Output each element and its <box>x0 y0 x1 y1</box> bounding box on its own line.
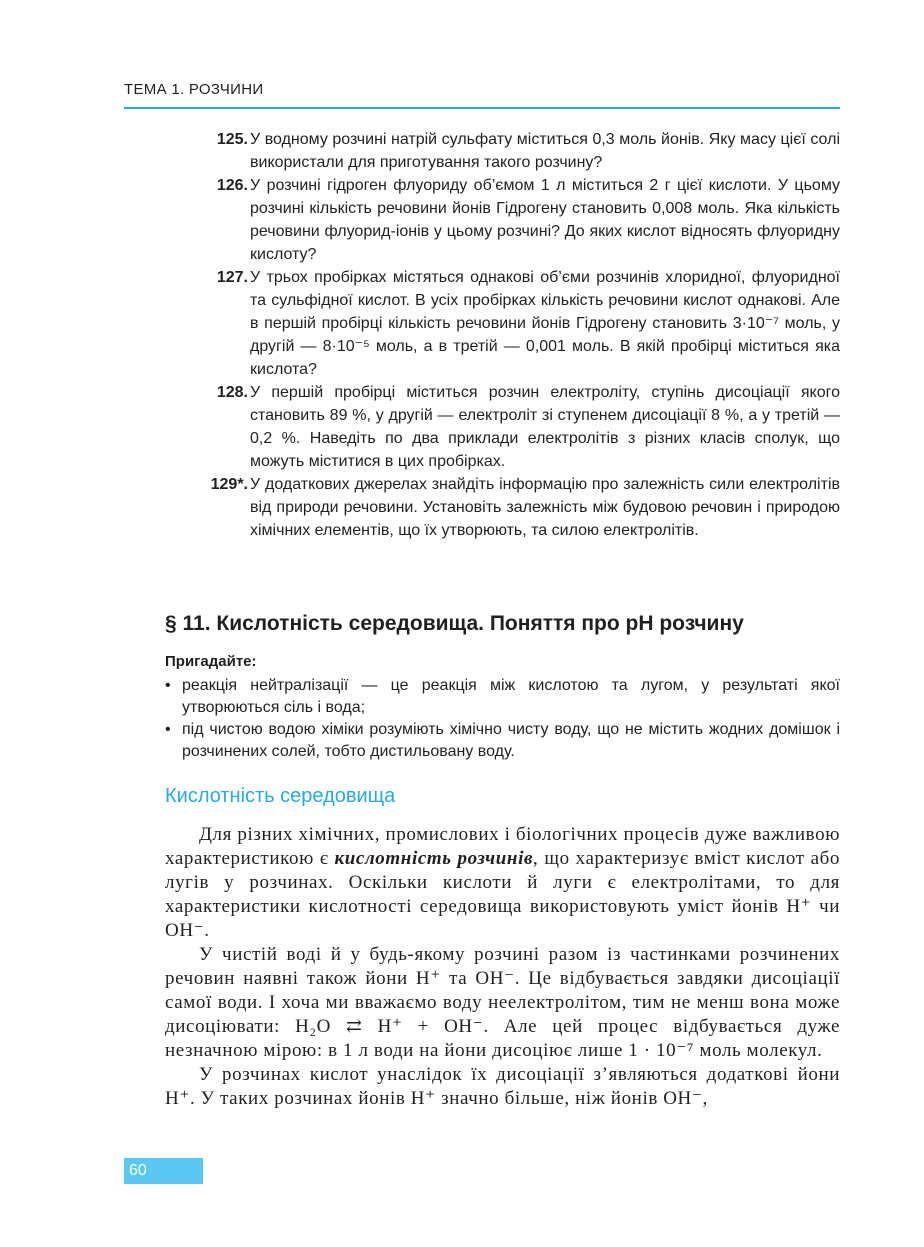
recall-item-text: під чистою водою хіміки розуміють хімічно чисту воду, що не містить жодних домішок і розчинених солей, тобто дистильовану воду. <box>182 721 840 760</box>
paragraph <box>165 823 840 943</box>
bullet-icon: • <box>165 721 171 738</box>
exercise-text: У додаткових джерелах знайдіть інформацію про залежність сили електролітів від природи речовини. Установіть залежність між будовою речовин і природою хімічних елементів, що їх утворюють, та силою електролітів. <box>250 476 840 539</box>
recall-item <box>165 719 840 763</box>
exercise-item <box>204 266 840 381</box>
page-number: 60 <box>129 1162 147 1179</box>
recall-title: Пригадайте: <box>165 653 257 670</box>
recall-item <box>165 675 840 719</box>
exercise-number: 127. <box>216 269 248 286</box>
subheading: Кислотність середовища <box>165 785 396 807</box>
exercise-number: 128. <box>216 384 248 401</box>
exercise-text: У трьох пробірках містяться однакові об’єми розчинів хлоридної, флуоридної та сульфідної кислот. В усіх пробірках кількість речовини кислот однакові. Але в першій пробірці кількість речовини йонів Гідрогену становить 3·10⁻⁷ моль, у другій — 8·10⁻⁵ моль, а в третій — 0,001 моль. В якій пробірці міститься яка кислота? <box>250 269 840 378</box>
exercise-item <box>204 381 840 473</box>
running-header <box>124 79 840 109</box>
exercise-item <box>204 473 840 542</box>
exercise-number: 126. <box>216 177 248 194</box>
exercise-text: У першій пробірці міститься розчин електроліту, ступінь дисоціації якого становить 89 %, у другій — електроліт зі ступенем дисоціації 8 %, а у третій — 0,2 %. Наведіть по два приклади електролітів з різних класів сполук, що можуть міститися в цих пробірках. <box>250 384 840 470</box>
paragraph-text: Для різних хімічних, промислових і біологічних процесів дуже важливою характеристикою є <box>165 824 840 869</box>
header-title: ТЕМА 1. РОЗЧИНИ <box>124 81 264 98</box>
exercise-number: 129*. <box>210 476 248 493</box>
exercise-text: У розчині гідроген флуориду об’ємом 1 л міститься 2 г цієї кислоти. У цьому розчині кількість речовини йонів Гідрогену становить 0,008 моль. Яка кількість речовини флуорид-іонів у цьому розчині? До яких кислот відносять флуоридну кислоту? <box>250 177 840 263</box>
recall-list <box>165 675 840 763</box>
bullet-icon: • <box>165 677 171 694</box>
body-text <box>165 823 840 1111</box>
paragraph: У чистій воді й у будь-якому розчині разом із частинками розчинених речовин наявні також йони H⁺ та OH⁻. Це відбувається завдяки дисоціації самої води. І хоча ми вважаємо воду неелектролітом, тим не менш вона може дисоціювати: H₂O ⇄ H⁺ + OH⁻. Але цей процес відбувається дуже незначною мірою: в 1 л води на йони дисоціює лише 1 · 10⁻⁷ моль молекул. <box>165 944 840 1061</box>
paragraph-text: , що характеризує вміст кислот або лугів у розчинах. Оскільки кислоти й луги є електролітами, то для характеристики кислотності середовища використовують уміст йонів H⁺ чи OH⁻. <box>165 848 840 941</box>
exercise-list <box>204 128 840 542</box>
exercise-item <box>204 174 840 266</box>
exercise-text: У водному розчині натрій сульфату міститься 0,3 моль йонів. Яку масу цієї солі використали для приготування такого розчину? <box>250 131 840 171</box>
recall-box <box>165 651 840 763</box>
term-emphasis: кислотність розчинів <box>334 848 534 869</box>
section-title: § 11. Кислотність середовища. Поняття про pH розчину <box>165 612 744 635</box>
exercise-item <box>204 128 840 174</box>
paragraph: У розчинах кислот унаслідок їх дисоціації з’являються додаткові йони H⁺. У таких розчинах йонів H⁺ значно більше, ніж йонів OH⁻, <box>165 1064 840 1109</box>
exercise-number: 125. <box>216 131 248 148</box>
recall-item-text: реакція нейтралізації — це реакція між кислотою та лугом, у результаті якої утворюються сіль і вода; <box>182 677 840 716</box>
page-number-box <box>124 1158 203 1184</box>
